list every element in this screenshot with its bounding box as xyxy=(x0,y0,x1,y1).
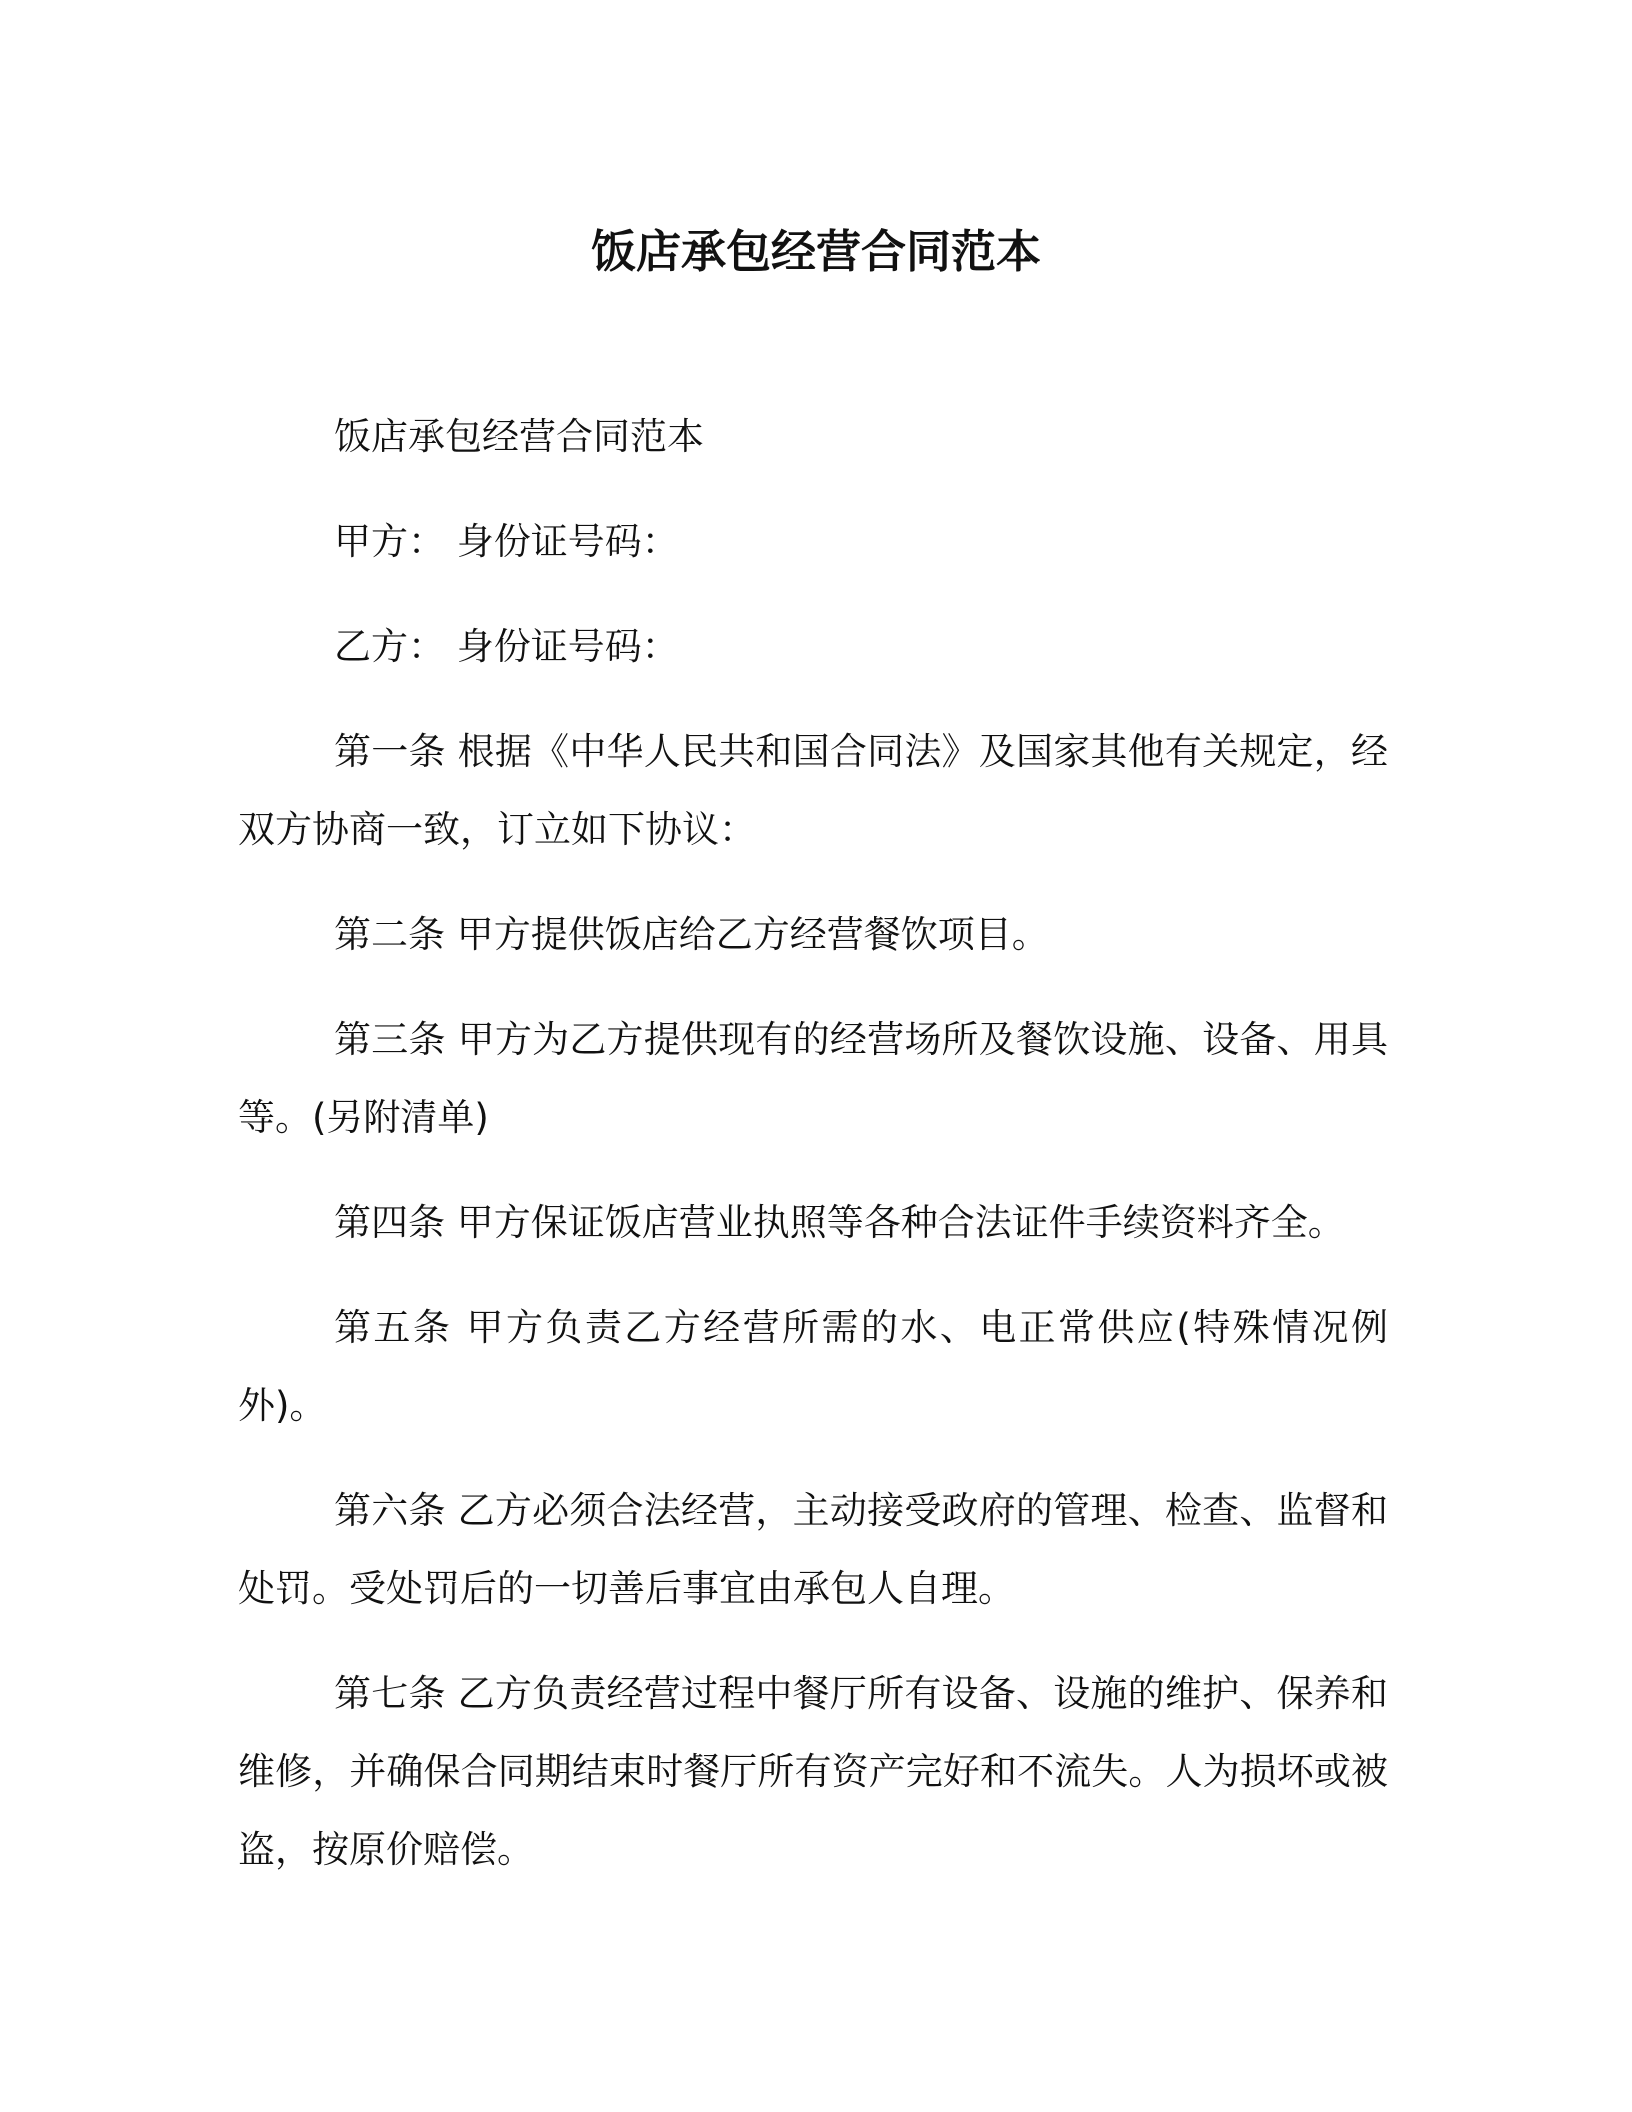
paragraph-article-6: 第六条 乙方必须合法经营，主动接受政府的管理、检查、监督和处罚。受处罚后的一切善后事宜由承包人自理。 xyxy=(238,1489,1388,1610)
paragraph-article-7: 第七条 乙方负责经营过程中餐厅所有设备、设施的维护、保养和维修，并确保合同期结束时餐厅所有资产完好和不流失。人为损坏或被盗，按原价赔偿。 xyxy=(238,1672,1388,1871)
paragraph-article-1: 第一条 根据《中华人民共和国合同法》及国家其他有关规定，经双方协商一致，订立如下协议： xyxy=(238,730,1388,851)
paragraph-subtitle: 饭店承包经营合同范本 xyxy=(334,415,704,458)
paragraph-article-5: 第五条 甲方负责乙方经营所需的水、电正常供应(特殊情况例外)。 xyxy=(238,1306,1388,1427)
paragraph-party-a: 甲方： 身份证号码： xyxy=(334,520,679,563)
document-title: 饭店承包经营合同范本 xyxy=(590,225,1041,278)
paragraph-article-4: 第四条 甲方保证饭店营业执照等各种合法证件手续资料齐全。 xyxy=(334,1201,1345,1244)
document-body xyxy=(238,398,1388,1916)
paragraph-article-3: 第三条 甲方为乙方提供现有的经营场所及餐饮设施、设备、用具等。(另附清单) xyxy=(238,1018,1388,1139)
paragraph-article-2: 第二条 甲方提供饭店给乙方经营餐饮项目。 xyxy=(334,913,1049,956)
paragraph-party-b: 乙方： 身份证号码： xyxy=(334,625,679,668)
